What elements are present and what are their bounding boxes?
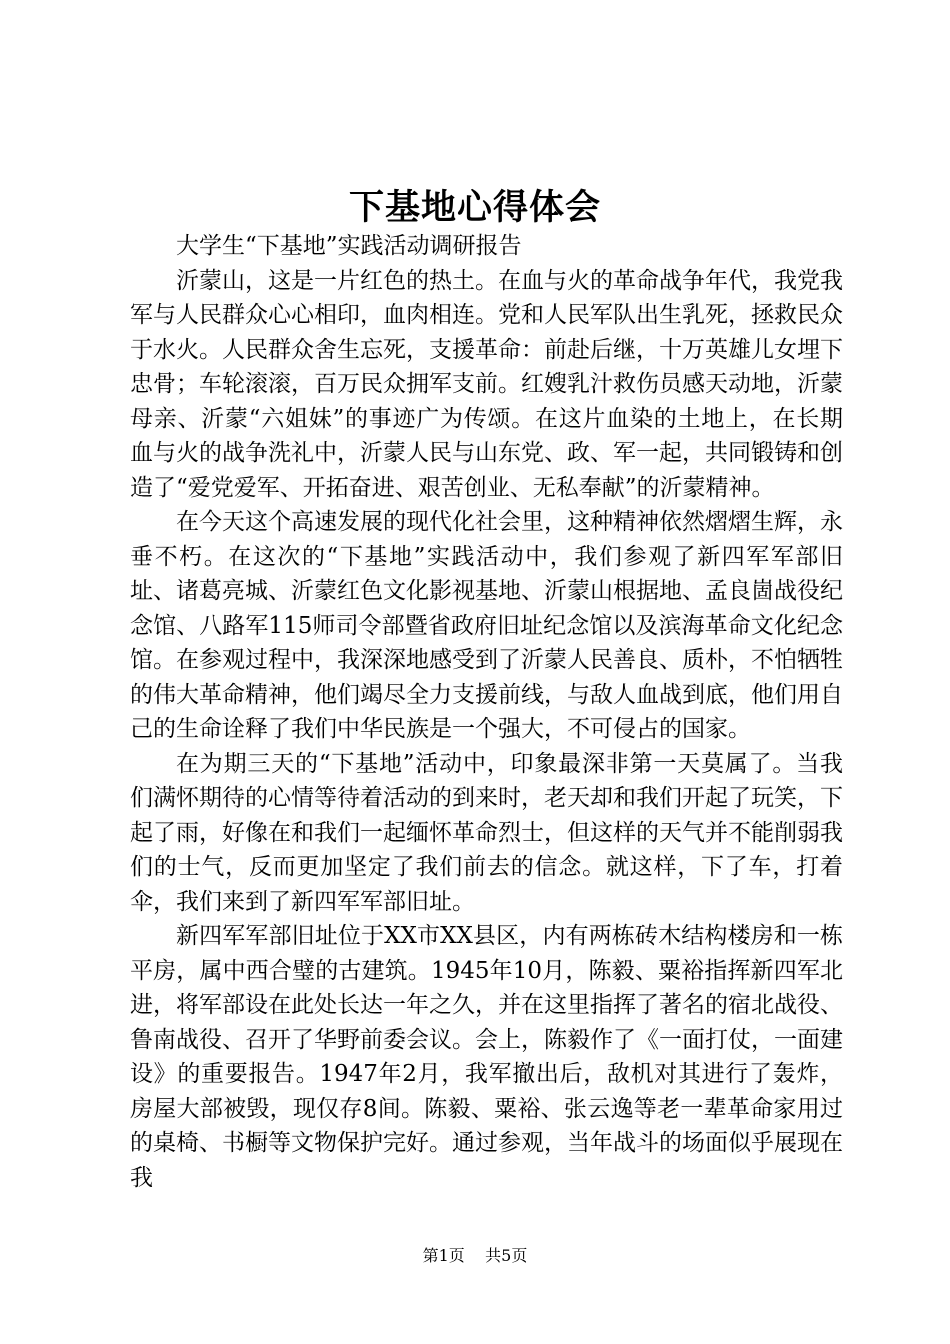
document-body xyxy=(130,229,843,1195)
paragraph-1: 沂蒙山，这是一片红色的热土。在血与火的革命战争年代，我党我军与人民群众心心相印，血肉相连。党和人民军队出生乳死，拯救民众于水火。人民群众舍生忘死，支援革命：前赴后继，十万英雄儿女埋下忠骨；车轮滚滚，百万民众拥军支前。红嫂乳汁救伤员感天动地，沂蒙母亲、沂蒙“六姐妹”的事迹广为传颂。在这片血染的土地上，在长期血与火的战争洗礼中，沂蒙人民与山东党、政、军一起，共同锻铸和创造了“爱党爱军、开拓奋进、艰苦创业、无私奉献”的沂蒙精神。 xyxy=(130,267,843,501)
paragraph-4: 新四军军部旧址位于XX市XX县区，内有两栋砖木结构楼房和一栋平房，属中西合璧的古建筑。1945年10月，陈毅、粟裕指挥新四军北进，将军部设在此处长达一年之久，并在这里指挥了著名的宿北战役、鲁南战役、召开了华野前委会议。会上，陈毅作了《一面打仗，一面建设》的重要报告。1947年2月，我军撤出后，敌机对其进行了轰炸，房屋大部被毁，现仅存8间。陈毅、粟裕、张云逸等老一辈革命家用过的桌椅、书橱等文物保护完好。通过参观，当年战斗的场面似乎展现在我 xyxy=(130,923,843,1191)
document-title: 下基地心得体会 xyxy=(348,187,601,228)
document-subtitle: 大学生“下基地”实践活动调研报告 xyxy=(176,233,522,259)
paragraph-3: 在为期三天的“下基地”活动中，印象最深非第一天莫属了。当我们满怀期待的心情等待着活动的到来时，老天却和我们开起了玩笑，下起了雨，好像在和我们一起缅怀革命烈士，但这样的天气并不能削弱我们的士气，反而更加坚定了我们前去的信念。就这样，下了车，打着伞，我们来到了新四军军部旧址。 xyxy=(130,750,843,915)
paragraph-2: 在今天这个高速发展的现代化社会里，这种精神依然熠熠生辉，永垂不朽。在这次的“下基地”实践活动中，我们参观了新四军军部旧址、诸葛亮城、沂蒙红色文化影视基地、沂蒙山根据地、孟良崮战役纪念馆、八路军115师司令部暨省政府旧址纪念馆以及滨海革命文化纪念馆。在参观过程中，我深深地感受到了沂蒙人民善良、质朴，不怕牺牲的伟大革命精神，他们竭尽全力支援前线，与敌人血战到底，他们用自己的生命诠释了我们中华民族是一个强大，不可侵占的国家。 xyxy=(130,509,843,742)
page-total: 共5页 xyxy=(485,1246,528,1265)
page-number: 第1页 xyxy=(422,1246,465,1265)
page-footer xyxy=(0,1245,950,1267)
